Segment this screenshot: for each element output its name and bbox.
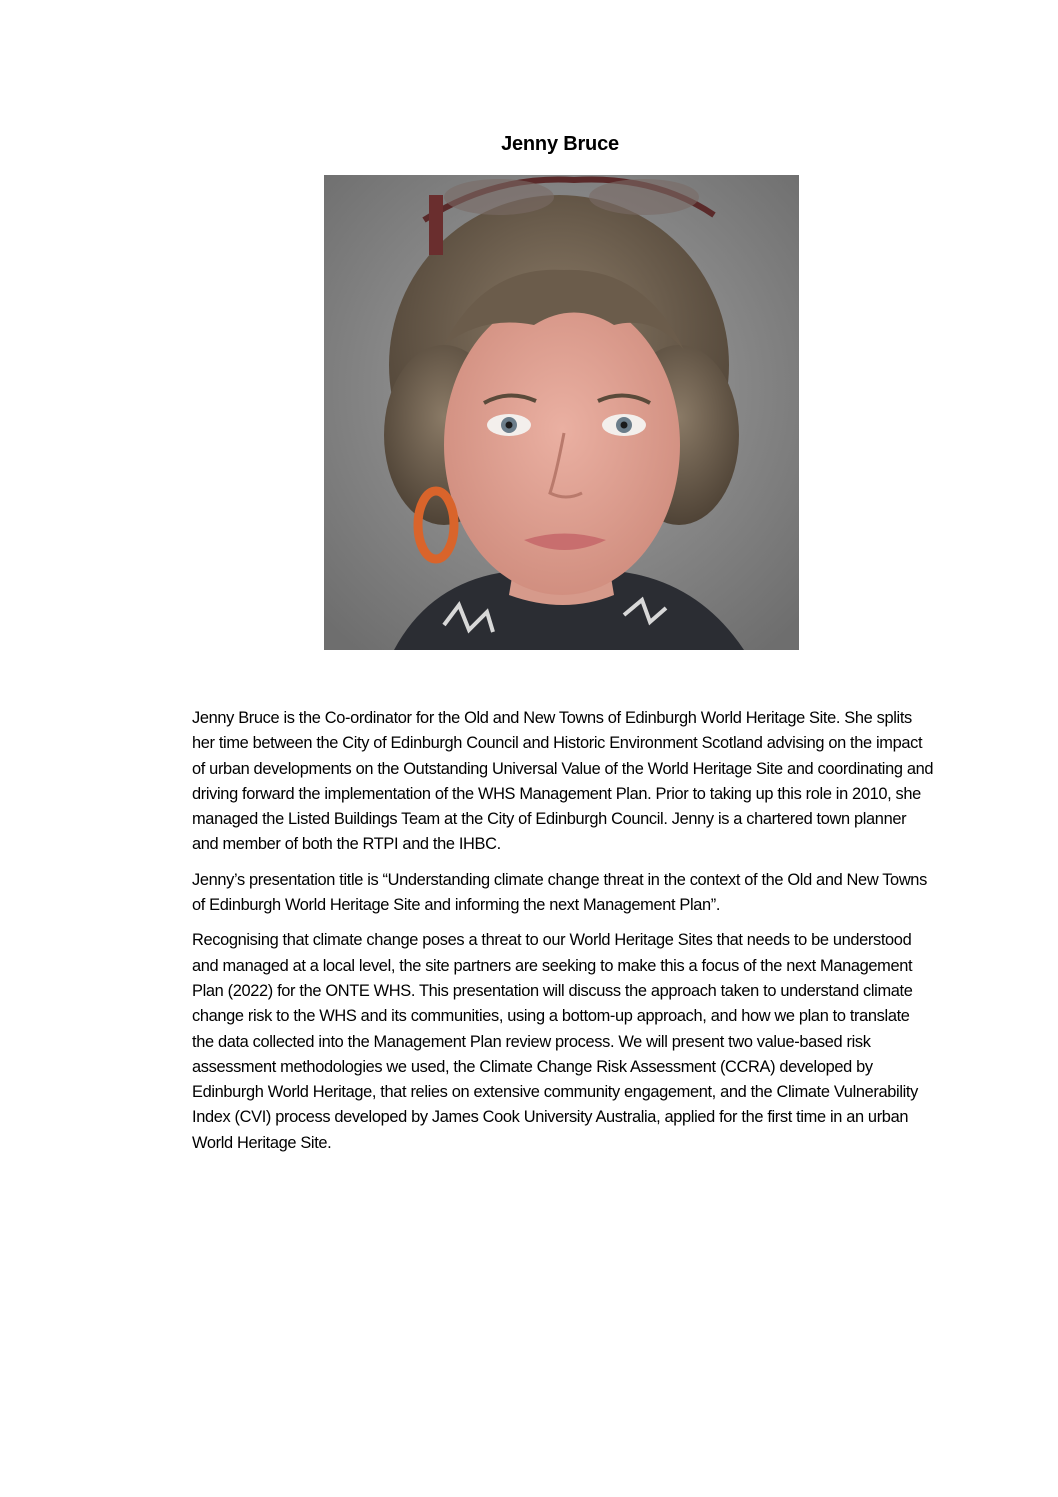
portrait-photo xyxy=(324,175,799,650)
presentation-title-paragraph: Jenny’s presentation title is “Understanding climate change threat in the context of the Old and New Towns of Edinburgh World Heritage Site and informing the next Management Plan”. xyxy=(192,870,927,915)
portrait-illustration xyxy=(324,175,799,650)
bio-text xyxy=(192,706,934,1166)
bio-paragraph: Jenny Bruce is the Co-ordinator for the Old and New Towns of Edinburgh World Heritage Site. She splits her time between the City of Edinburgh Council and Historic Environment Scotland advising on the impact of urban developments on the Outstanding Universal Value of the World Heritage Site and coordinating and driving forward the implementation of the WHS Management Plan. Prior to taking up this role in 2010, she managed the Listed Buildings Team at the City of Edinburgh Council. Jenny is a chartered town planner and member of both the RTPI and the IHBC. xyxy=(192,709,934,854)
page-title: Jenny Bruce xyxy=(501,133,619,155)
abstract-paragraph: Recognising that climate change poses a threat to our World Heritage Sites that needs to be understood and managed at a local level, the site partners are seeking to make this a focus of the next Management Plan (2022) for the ONTE WHS. This presentation will discuss the approach taken to understand climate change risk to the WHS and its communities, using a bottom-up approach, and how we plan to translate the data collected into the Management Plan review process. We will present two value-based risk assessment methodologies we used, the Climate Change Risk Assessment (CCRA) developed by Edinburgh World Heritage, that relies on extensive community engagement, and the Climate Vulnerability Index (CVI) process developed by James Cook University Australia, applied for the first time in an urban World Heritage Site. xyxy=(192,931,918,1152)
